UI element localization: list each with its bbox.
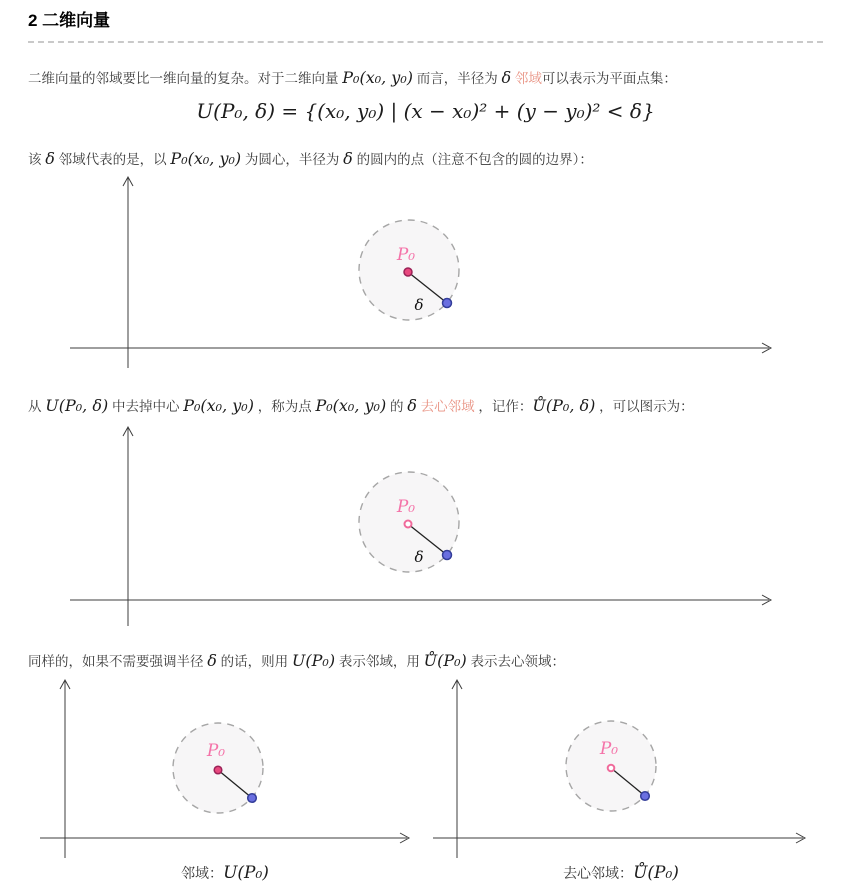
- center-point-label: P₀: [396, 497, 416, 517]
- text-run: 表示邻域，用: [335, 653, 424, 669]
- math-run: δ: [207, 650, 217, 670]
- explanation-paragraph: [28, 148, 823, 171]
- text-run: 表示去心领域：: [466, 653, 566, 669]
- neighborhood-set-formula: U(P₀, δ) = {(x₀, y₀) | (x − x₀)² + (y − y₀)² < δ}: [196, 99, 655, 123]
- text-run: 中去掉中心: [108, 398, 184, 414]
- math-run: Ů(P₀, δ): [532, 395, 596, 415]
- text-run: 的圆内的点（注意不包含的圆的边界）：: [352, 151, 593, 167]
- text-run: 该: [28, 151, 46, 167]
- center-point-removed: [608, 765, 615, 772]
- center-point: [214, 766, 222, 774]
- caption-text: 邻域：: [181, 865, 224, 881]
- text-run: 从: [28, 398, 46, 414]
- deleted-neighborhood-diagram: [0, 418, 851, 630]
- math-run: δ: [343, 148, 353, 168]
- math-run: Ů(P₀): [423, 650, 467, 670]
- boundary-point: [641, 792, 650, 801]
- text-run: 邻域代表的是，以: [54, 151, 171, 167]
- radius-label: δ: [414, 548, 424, 566]
- neighborhood-diagram: [0, 170, 851, 372]
- center-point-label: P₀: [599, 739, 619, 759]
- text-run: 二维向量的邻域要比一维向量的复杂。对于二维向量: [28, 70, 343, 86]
- intro-paragraph: [28, 67, 823, 90]
- center-point: [404, 268, 412, 276]
- boundary-point: [443, 299, 452, 308]
- math-run: P₀(x₀, y₀): [170, 148, 242, 168]
- neighborhood-small-diagram: [30, 670, 425, 889]
- text-run: 同样的，如果不需要强调半径: [28, 653, 208, 669]
- math-run: P₀(x₀, y₀): [183, 395, 254, 415]
- diagram-caption: [181, 863, 269, 883]
- diagram-caption: [563, 862, 679, 883]
- section-title: 2 二维向量: [28, 11, 111, 30]
- caption-text: 去心邻域：: [563, 865, 634, 881]
- text-run: 的话，则用: [216, 653, 292, 669]
- text-run: 为圆心，半径为: [241, 151, 344, 167]
- text-run: 的: [386, 398, 408, 414]
- caption-math: Ů(P₀): [633, 863, 679, 883]
- highlight-term-neighborhood: 邻域: [514, 70, 542, 86]
- math-run: U(P₀, δ): [45, 395, 109, 415]
- text-run: ，称为点: [253, 398, 316, 414]
- boundary-point: [443, 551, 452, 560]
- center-point-label: P₀: [396, 245, 416, 265]
- text-run: ，可以图示为：: [595, 398, 694, 414]
- center-point-label: P₀: [206, 741, 226, 761]
- highlight-term-deleted-neighborhood: 去心邻域: [420, 398, 475, 414]
- math-run: δ: [45, 148, 55, 168]
- boundary-point: [248, 794, 257, 803]
- dashed-divider: [28, 41, 823, 43]
- math-run: δ: [407, 395, 417, 415]
- math-run: δ: [501, 67, 512, 87]
- center-point-removed: [405, 521, 412, 528]
- math-run: P₀(x₀, y₀): [315, 395, 387, 415]
- text-run: 而言，半径为: [413, 70, 502, 86]
- math-run: P₀(x₀, y₀): [342, 67, 413, 87]
- caption-math: U(P₀): [223, 863, 269, 883]
- text-run: 可以表示为平面点集：: [541, 70, 677, 86]
- radius-label: δ: [414, 296, 424, 314]
- math-run: U(P₀): [291, 650, 336, 670]
- text-run: ，记作：: [474, 398, 533, 414]
- deleted-neighborhood-small-diagram: [425, 670, 825, 889]
- deleted-neighborhood-paragraph: [28, 395, 823, 418]
